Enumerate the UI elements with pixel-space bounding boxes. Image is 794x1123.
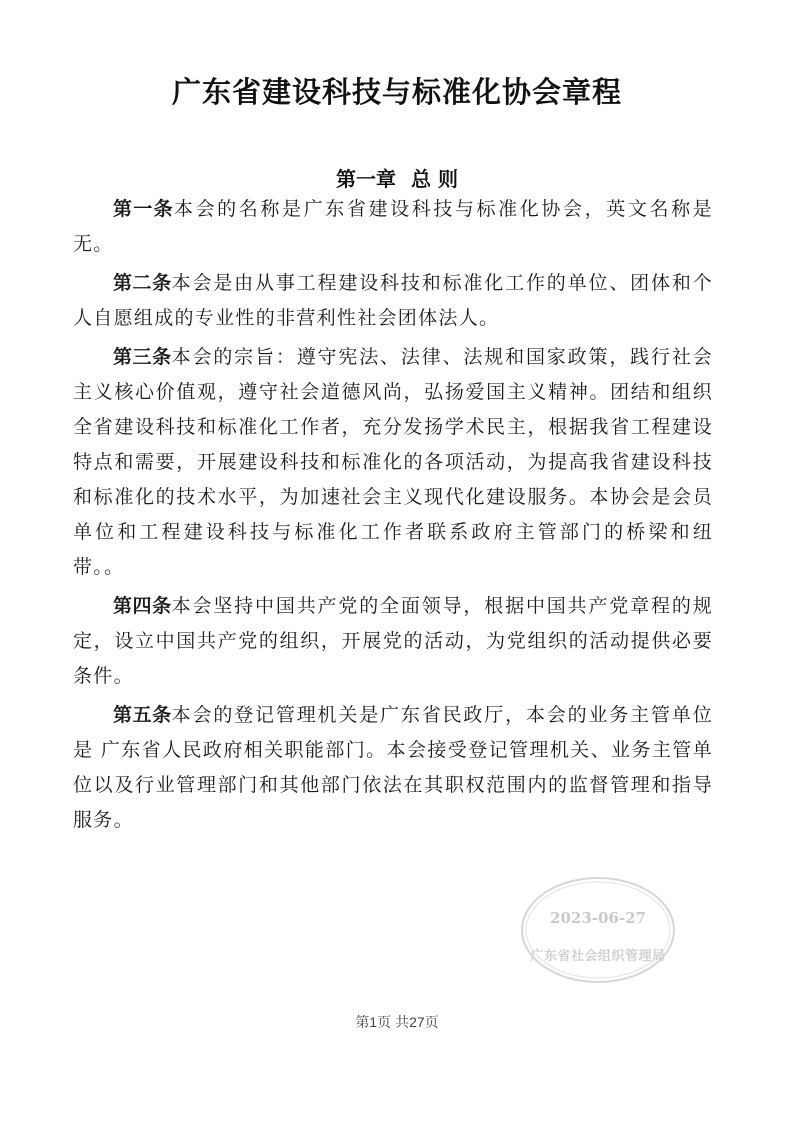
article-5 <box>73 698 713 838</box>
article-text: 本会是由从事工程建设科技和标准化工作的单位、团体和个人自愿组成的专业性的非营利性社会团体法人。 <box>73 272 713 329</box>
article-label: 第二条 <box>113 272 172 294</box>
registration-stamp <box>518 875 678 985</box>
article-label: 第五条 <box>113 704 172 726</box>
page-footer <box>0 1012 794 1032</box>
articles-section <box>73 192 713 842</box>
article-label: 第三条 <box>113 346 172 368</box>
article-label: 第四条 <box>113 595 172 617</box>
stamp-seal-icon <box>518 875 678 985</box>
chapter-number: 第一章 <box>336 167 397 191</box>
chapter-heading <box>0 163 794 192</box>
page-total: 共27页 <box>395 1014 439 1030</box>
page-number: 第1页 <box>355 1014 392 1030</box>
chapter-name: 总 则 <box>411 167 458 191</box>
article-label: 第一条 <box>113 198 174 220</box>
document-title: 广东省建设科技与标准化协会章程 <box>171 75 622 109</box>
article-text: 本会的登记管理机关是广东省民政厅，本会的业务主管单位是 广东省人民政府相关职能部门。本会接受登记管理机关、业务主管单位以及行业管理部门和其他部门依法在其职权范围内的监督管理和指导服务。 <box>73 704 713 831</box>
article-text: 本会的名称是广东省建设科技与标准化协会，英文名称是无。 <box>73 198 713 255</box>
article-1 <box>73 192 713 262</box>
article-3 <box>73 340 713 585</box>
article-text: 本会的宗旨：遵守宪法、法律、法规和国家政策，践行社会主义核心价值观，遵守社会道德风尚，弘扬爱国主义精神。团结和组织全省建设科技和标准化工作者，充分发扬学术民主，根据我省工程建设特点和需要，开展建设科技和标准化的各项活动，为提高我省建设科技和标准化的技术水平，为加速社会主义现代化建设服务。本协会是会员单位和工程建设科技与标准化工作者联系政府主管部门的桥梁和纽带。。 <box>73 346 713 578</box>
article-text: 本会坚持中国共产党的全面领导，根据中国共产党章程的规定，设立中国共产党的组织，开展党的活动，为党组织的活动提供必要条件。 <box>73 595 713 687</box>
stamp-date: 2023-06-27 <box>550 909 646 927</box>
article-2 <box>73 266 713 336</box>
article-4 <box>73 589 713 694</box>
stamp-organization: 广东省社会组织管理局 <box>530 949 666 964</box>
